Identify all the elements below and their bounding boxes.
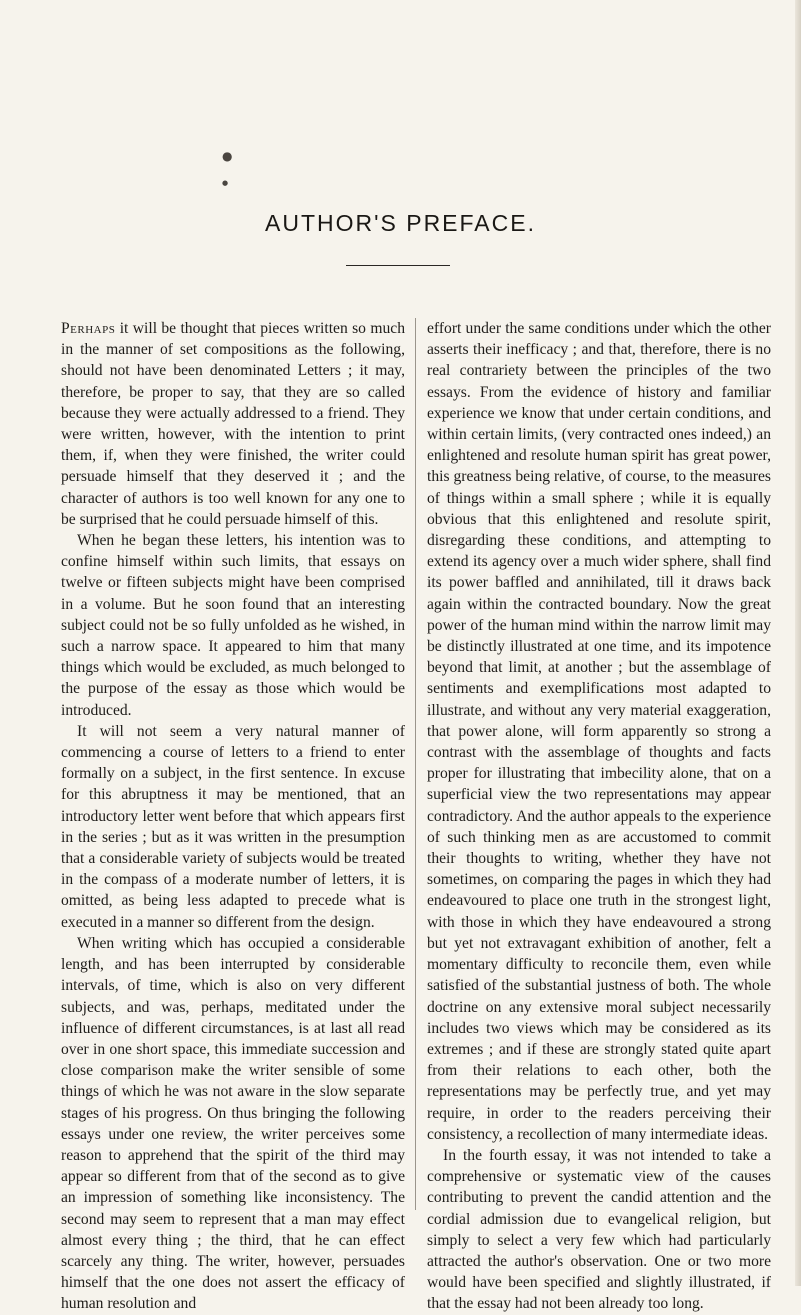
lead-word: Perhaps xyxy=(61,320,116,337)
paragraph-2: When he began these letters, his intention was to confine himself within such limits, that essays on twelve or fifteen subjects might have been comprised in a volume. But he soon found that an interesting subject could not be so fully unfolded as he wished, in such a narrow space. It appeared to him that many things which would be excluded, as much belonged to the purpose of the essay as those which would be introduced. xyxy=(61,532,405,719)
printer-mark-icon: ● xyxy=(222,149,233,163)
paragraph-5: effort under the same conditions under which the other asserts their inefficacy ; and that, therefore, there is no real contrariety between the principles of the two essays. From the evidence of history and familiar experience we know that under certain conditions, and within certain limits, (very contracted ones indeed,) an enlightened and resolute human spirit has great power, this greatness being relative, of course, to the measures of things within a small sphere ; while it is equally obvious that this enlightened and resolute spirit, disregarding these conditions, and attempting to extend its agency over a much wider sphere, shall find its power baffled and annihilated, till it draws back again within the contracted boundary. Now the great power of the human mind within the narrow limit may be distinctly illustrated at one time, and its impotence beyond that limit, at another ; but the assemblage of sentiments and exemplifications most adapted to illustrate, and without any very material exaggeration, that power alone, will form apparently so strong a contrast with the assemblage of thoughts and facts proper for illustrating that imbecility alone, that on a superficial view the two representations may appear contradictory. And the author appeals to the experience of such thinking men as are accustomed to commit their thoughts to writing, whether they have not sometimes, on comparing the pages in which they had endeavoured to place one truth in the strongest light, with those in which they have endeavoured a strong but yet not extravagant exhibition of another, felt a momentary difficulty to reconcile them, even while satisfied of the substantial justness of both. The whole doctrine on any extensive moral subject necessarily includes two views which may be considered as its extremes ; and if these are strongly stated quite apart from their relations to each other, both the representations may be perfectly true, and yet may require, in order to the readers perceiving their consistency, a recollection of many intermediate ideas. xyxy=(427,320,771,1143)
right-column xyxy=(427,318,771,1315)
left-column xyxy=(61,318,405,1315)
paragraph-1-text: it will be thought that pieces written so much in the manner of set compositions as the following, should not have been denominated Letters ; it may, therefore, be proper to say, that they are so called because they were actually addressed to a friend. They were written, however, with the intention to print them, if, when they were finished, the writer could persuade himself that they deserved it ; and the character of authors is too well known for any one to be surprised that he could persuade himself of this. xyxy=(61,320,405,528)
page-title: AUTHOR'S PREFACE. xyxy=(265,210,536,236)
column-divider xyxy=(415,318,416,1210)
page-edge xyxy=(795,0,801,1286)
paragraph-3: It will not seem a very natural manner of commencing a course of letters to a friend to enter formally on a subject, in the first sentence. In excuse for this abruptness it may be mentioned, that an introductory letter went before that which appears first in the series ; but as it was written in the presumption that a considerable variety of subjects would be treated in the compass of a moderate number of letters, it is omitted, as being less adapted to precede what is executed in a manner so different from the design. xyxy=(61,722,405,931)
paragraph-6: In the fourth essay, it was not intended to take a comprehensive or systematic view of the causes contributing to prevent the candid attention and the cordial admission due to evangelical religion, but simply to select a very few which had particularly attracted the author's observation. One or two more would have been specified and slightly illustrated, if that the essay had not been already too long. xyxy=(427,1146,771,1313)
title-rule xyxy=(346,265,450,266)
paragraph-1 xyxy=(61,318,405,530)
printer-mark-small-icon: ● xyxy=(222,179,229,187)
paragraph-4: When writing which has occupied a considerable length, and has been interrupted by considerable intervals, of time, which is also on very different subjects, and was, perhaps, meditated under the influence of different circumstances, is at last all read over in one short space, this immediate succession and close comparison make the writer sensible of some things of which he was not aware in the slow separate stages of his progress. On thus bringing the following essays under one review, the writer perceives some reason to apprehend that the spirit of the third may appear so different from that of the second as to give an impression of something like inconsistency. The second may seem to represent that a man may effect almost every thing ; the third, that he can effect scarcely any thing. The writer, however, persuades himself that the one does not assert the efficacy of human resolution and xyxy=(61,934,405,1313)
